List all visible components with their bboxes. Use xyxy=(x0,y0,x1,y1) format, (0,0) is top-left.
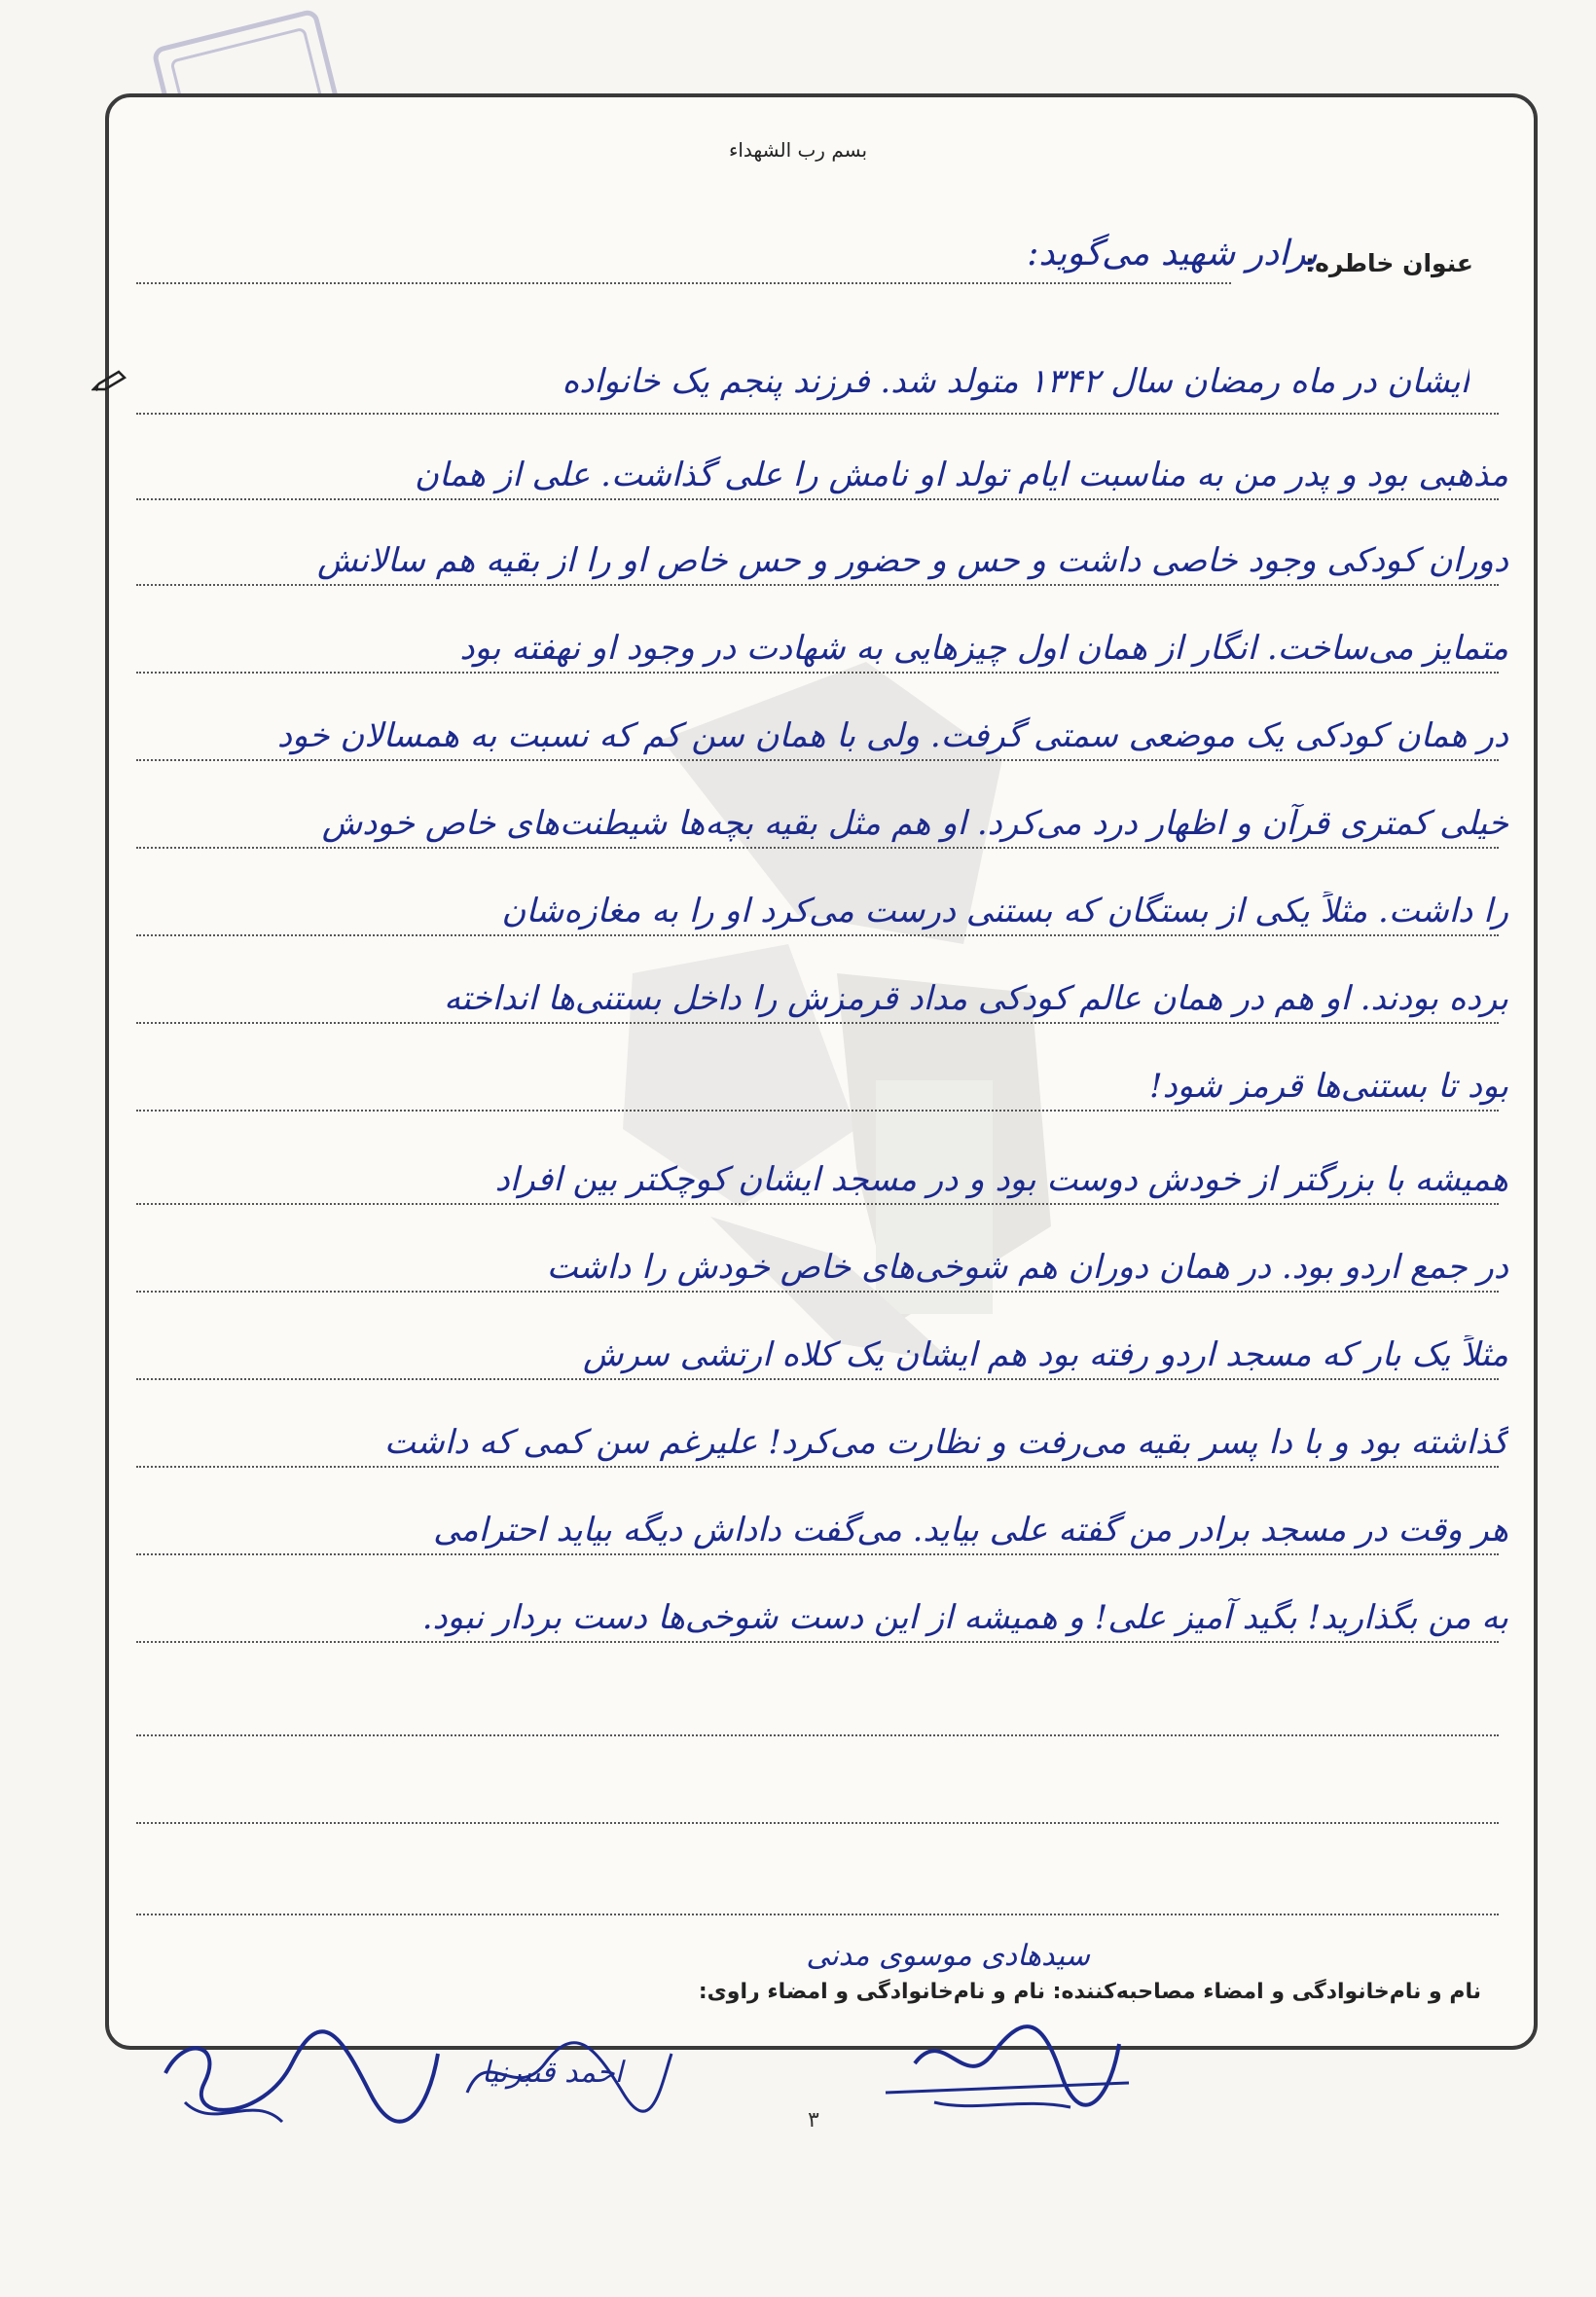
writing-line xyxy=(136,1022,1499,1024)
memory-title-label: عنوان خاطره: xyxy=(1305,249,1473,277)
signature-left xyxy=(146,2015,457,2141)
handwritten-line: مذهبی بود و پدر من به مناسبت ایام تولد او نامش را علی گذاشت. علی از همان xyxy=(415,456,1508,494)
interviewer-name-handwritten: سیدهادی موسوی مدنی xyxy=(806,1939,1090,1973)
writing-line xyxy=(136,1110,1499,1112)
handwritten-line: ایشان در ماه رمضان سال ۱۳۴۲ متولد شد. فرزند پنجم یک خانواده xyxy=(562,362,1469,401)
handwritten-line: مثلاً یک بار که مسجد اردو رفته بود هم ایشان یک کلاه ارتشی سرش xyxy=(583,1335,1508,1374)
page-header-title: بسم رب الشهداء xyxy=(728,138,868,162)
memory-title-value: برادر شهید می‌گوید: xyxy=(1027,234,1318,273)
handwritten-line: را داشت. مثلاً یکی از بستگان که بستنی درست می‌کرد او را به مغازه‌شان xyxy=(501,892,1508,930)
writing-line xyxy=(136,934,1499,936)
signature-middle xyxy=(457,2024,681,2122)
handwritten-line: دوران کودکی وجود خاصی داشت و حس و حضور و حس خاص او را از بقیه هم سالانش xyxy=(316,541,1508,580)
writing-line xyxy=(136,413,1499,415)
handwritten-line: در جمع اردو بود. در همان دوران هم شوخی‌های خاص خودش را داشت xyxy=(546,1248,1508,1287)
writing-line xyxy=(136,1641,1499,1643)
writing-line xyxy=(136,672,1499,674)
writing-line xyxy=(136,1203,1499,1205)
writing-line xyxy=(136,759,1499,761)
handwritten-line: به من بگذارید! بگید آمیز علی! و همیشه از این دست شوخی‌ها دست بردار نبود. xyxy=(421,1598,1508,1637)
handwritten-line: گذاشته بود و با دا پسر بقیه می‌رفت و نظارت می‌کرد! علیرغم سن کمی که داشت xyxy=(383,1423,1508,1462)
handwritten-line: متمایز می‌ساخت. انگار از همان اول چیزهایی به شهادت در وجود او نهفته بود xyxy=(459,629,1508,668)
writing-line xyxy=(136,1822,1499,1824)
pencil-icon xyxy=(91,370,127,393)
signature-labels: نام و نام‌خانوادگی و امضاء مصاحبه‌کننده: نام و نام‌خانوادگی و امضاء راوی: xyxy=(698,1980,1481,2004)
writing-line xyxy=(136,1466,1499,1468)
writing-line xyxy=(136,1291,1499,1293)
writing-line xyxy=(136,498,1499,500)
handwritten-line: همیشه با بزرگتر از خودش دوست بود و در مسجد ایشان کوچکتر بین افراد xyxy=(494,1160,1508,1199)
handwritten-line: در همان کودکی یک موضعی سمتی گرفت. ولی با همان سن کم که نسبت به همسالان خود xyxy=(276,716,1508,755)
writing-line xyxy=(136,584,1499,586)
handwritten-line: هر وقت در مسجد برادر من گفته علی بیاید. می‌گفت داداش دیگه بیاید احترامی xyxy=(433,1511,1508,1550)
handwritten-line: بود تا بستنی‌ها قرمز شود! xyxy=(1148,1067,1508,1106)
writing-line xyxy=(136,1914,1499,1915)
writing-line xyxy=(136,1553,1499,1555)
writing-line xyxy=(136,1378,1499,1380)
writing-line xyxy=(136,847,1499,849)
page-number: ۳ xyxy=(808,2108,819,2133)
writing-line xyxy=(136,1734,1499,1736)
title-dotline xyxy=(136,282,1231,284)
handwritten-line: برده بودند. او هم در همان عالم کودکی مداد قرمزش را داخل بستنی‌ها انداخته xyxy=(444,979,1508,1018)
signature-right xyxy=(876,2005,1148,2122)
narrator-signature-text: احمد قنبرنیا xyxy=(481,2056,623,2090)
handwritten-line: خیلی کمتری قرآن و اظهار درد می‌کرد. او هم مثل بقیه بچه‌ها شیطنت‌های خاص خودش xyxy=(321,804,1508,843)
